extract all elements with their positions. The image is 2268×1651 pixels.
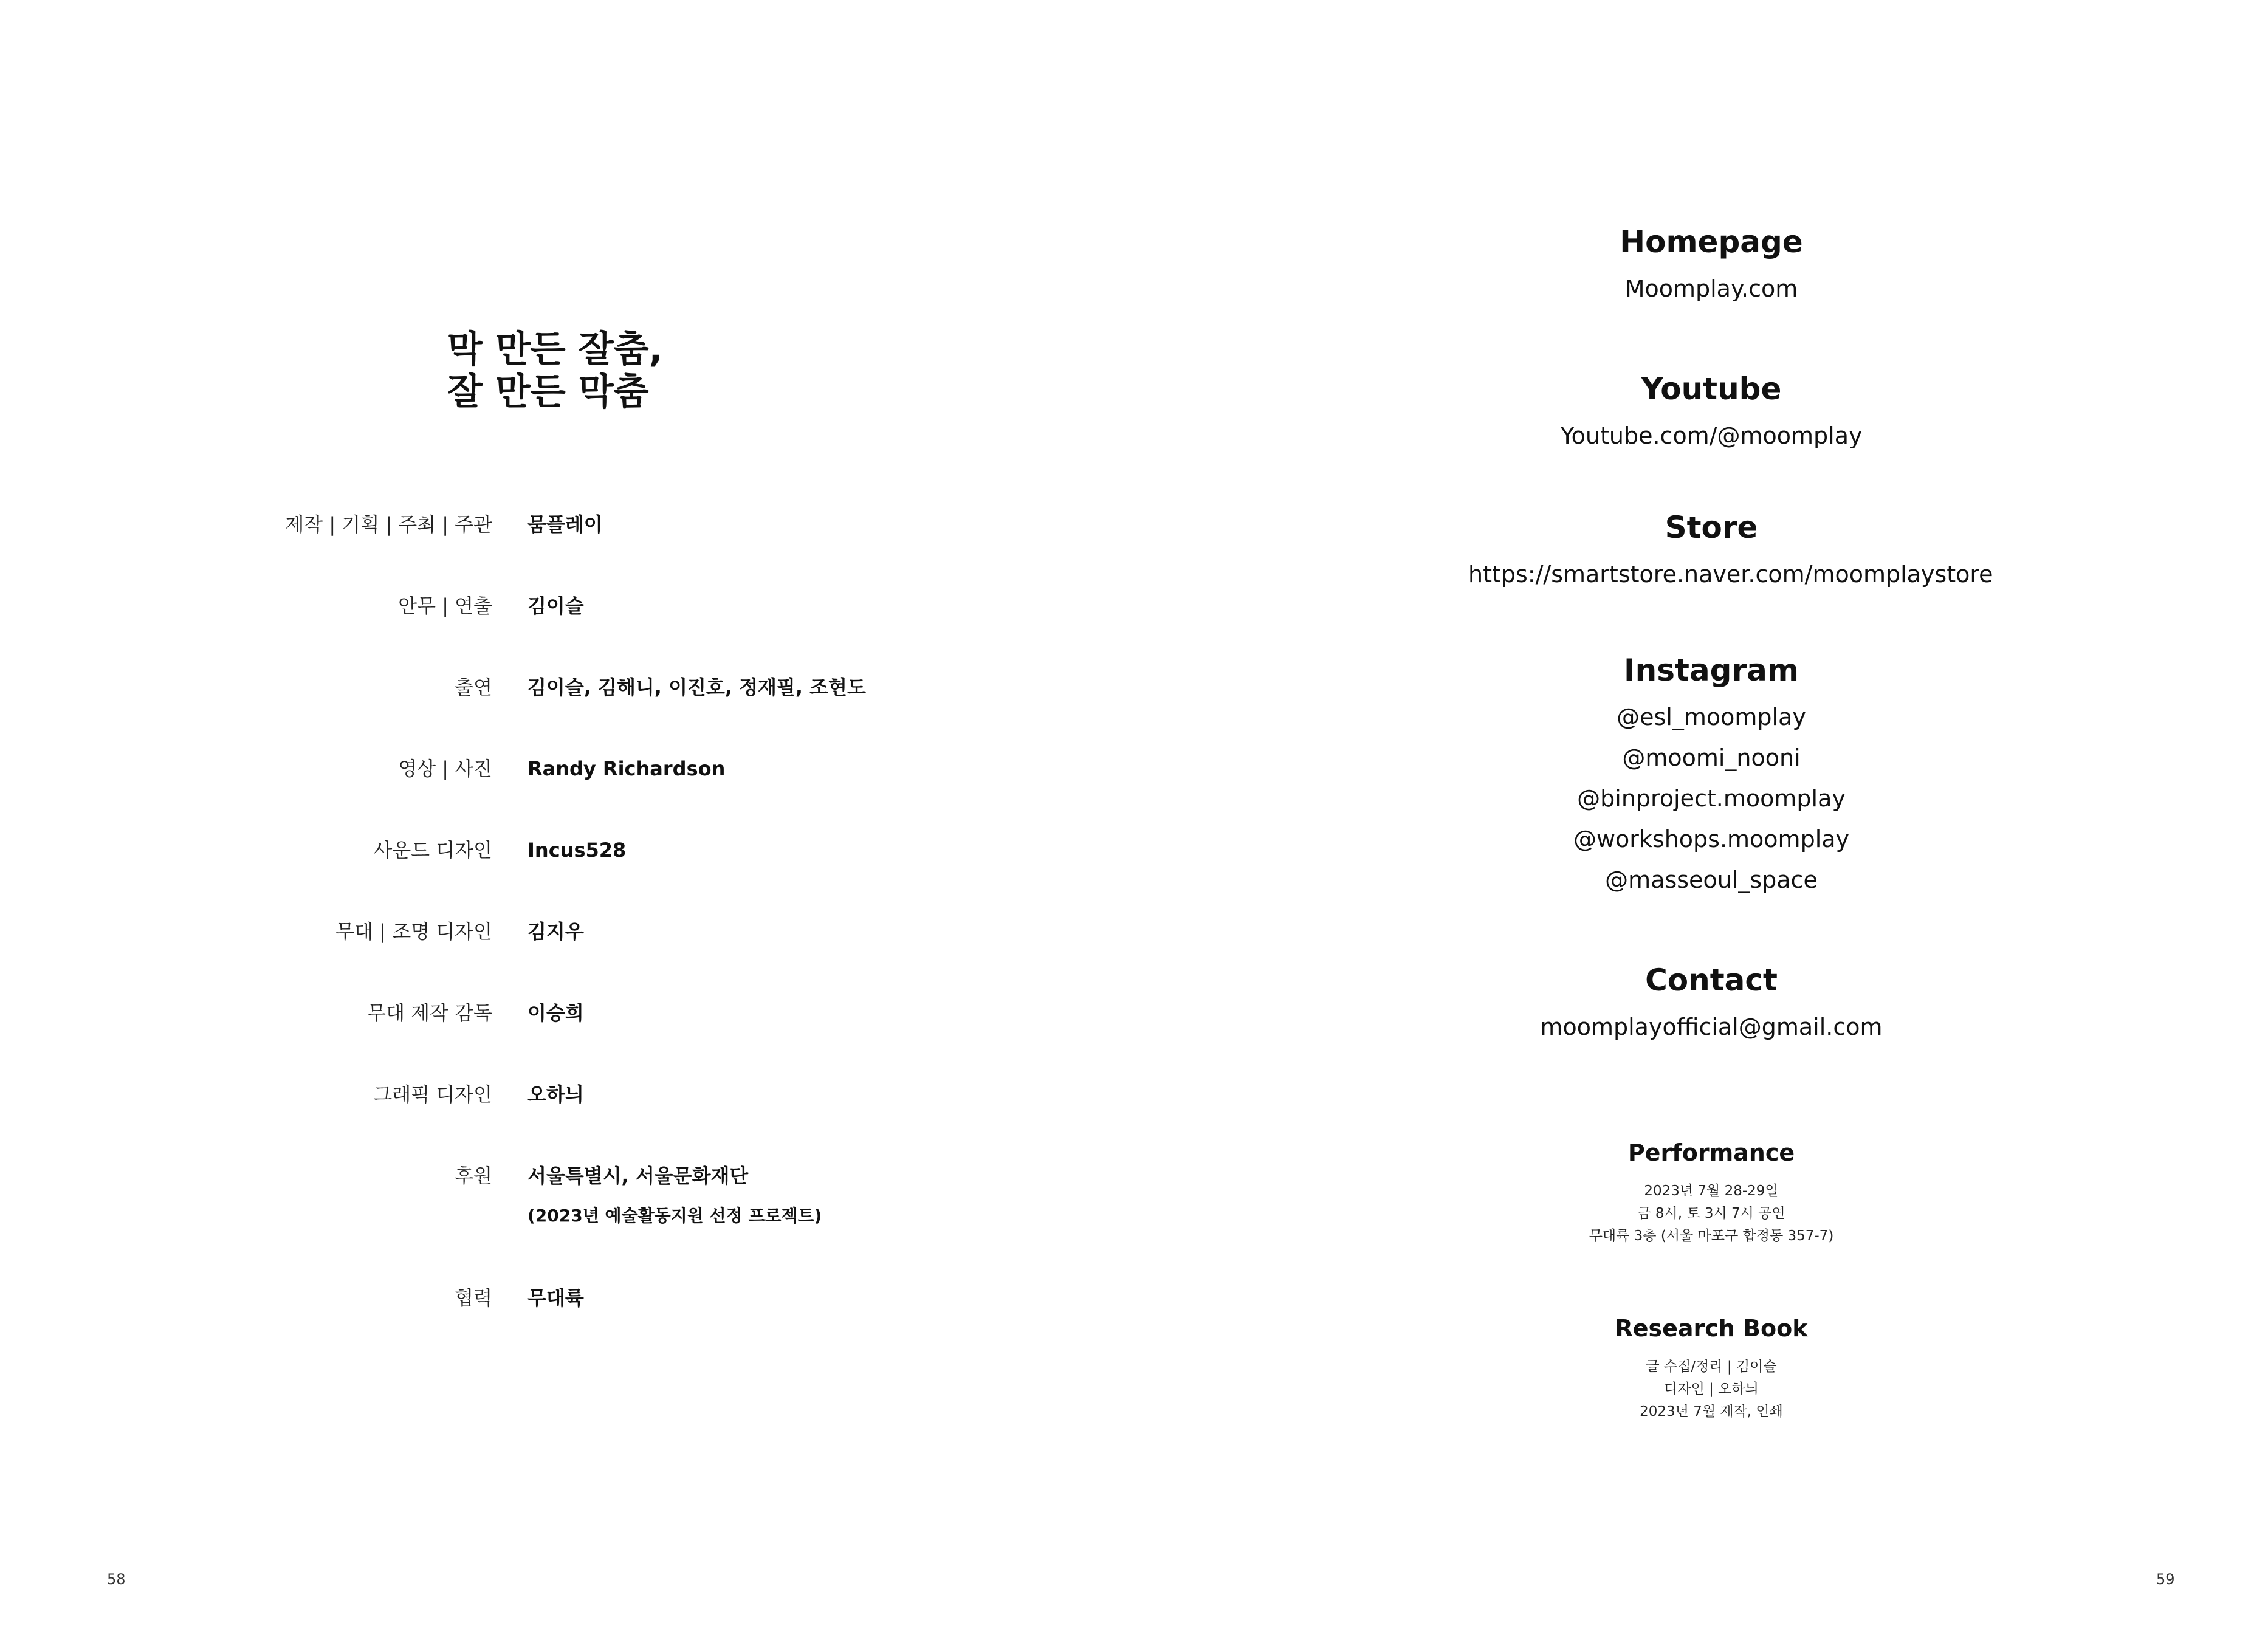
instagram-handle[interactable]: @esl_moomplay (1617, 704, 1806, 730)
credit-role: 후원 (455, 1164, 492, 1187)
homepage-heading: Homepage (1620, 224, 1803, 259)
contact-section (1468, 962, 1954, 1048)
contact-heading: Contact (1645, 963, 1778, 998)
research-book-section (1468, 1314, 1954, 1423)
instagram-handle[interactable]: @moomi_nooni (1622, 744, 1801, 771)
credit-name: 김이슬 (527, 594, 584, 617)
instagram-handle[interactable]: @workshops.moomplay (1573, 826, 1850, 853)
credit-role: 협력 (455, 1286, 492, 1309)
credit-role: 무대 제작 감독 (367, 1001, 492, 1025)
youtube-section (1468, 371, 1954, 456)
youtube-heading: Youtube (1641, 371, 1782, 407)
credit-role: 제작 | 기획 | 주최 | 주관 (285, 513, 492, 536)
research-book-designer: 디자인 | 오하늬 (1664, 1381, 1759, 1397)
credit-name: 뭄플레이 (527, 513, 603, 536)
right-page (1134, 0, 2268, 1651)
info-column (1468, 0, 1993, 1651)
store-heading: Store (1665, 510, 1758, 545)
store-section (1468, 509, 1993, 595)
credit-name: 오하늬 (527, 1083, 584, 1106)
performance-date: 2023년 7월 28-29일 (1644, 1183, 1779, 1199)
credit-name: 이승희 (527, 1001, 584, 1025)
credit-name: 김지우 (527, 920, 584, 943)
store-link[interactable]: https://smartstore.naver.com/moomplaystore (1468, 561, 1993, 588)
instagram-section (1468, 652, 1954, 901)
research-book-heading: Research Book (1615, 1315, 1808, 1342)
performance-times: 금 8시, 토 3시 7시 공연 (1637, 1206, 1785, 1221)
credit-name: Incus528 (527, 839, 627, 862)
credit-role: 영상 | 사진 (398, 757, 492, 780)
instagram-heading: Instagram (1624, 653, 1799, 688)
credit-note: (2023년 예술활동지원 선정 프로젝트) (527, 1206, 822, 1226)
page-number-right: 59 (2156, 1571, 2175, 1588)
contact-email[interactable]: moomplayofficial@gmail.com (1540, 1014, 1883, 1040)
credit-name: Randy Richardson (527, 757, 726, 780)
youtube-link[interactable]: Youtube.com/@moomplay (1560, 422, 1863, 449)
credit-role: 사운드 디자인 (373, 839, 492, 862)
credit-name: 무대륙 (527, 1286, 584, 1309)
title-line-2: 잘 만든 막춤 (447, 371, 649, 413)
performance-section (1468, 1139, 1954, 1248)
title-line-1: 막 만든 잘춤, (447, 328, 663, 371)
research-book-writer: 글 수집/정리 | 김이슬 (1646, 1359, 1777, 1375)
credit-role: 출연 (455, 676, 492, 699)
homepage-link[interactable]: Moomplay.com (1624, 275, 1798, 302)
credit-name: 김이슬, 김해니, 이진호, 정재필, 조현도 (527, 676, 866, 699)
credit-role: 무대 | 조명 디자인 (335, 920, 492, 943)
credit-role: 안무 | 연출 (398, 594, 492, 617)
credit-name: 서울특별시, 서울문화재단 (527, 1164, 749, 1187)
page-number-left: 58 (107, 1571, 126, 1588)
instagram-handle[interactable]: @binproject.moomplay (1577, 785, 1846, 812)
performance-venue: 무대륙 3층 (서울 마포구 합정동 357-7) (1589, 1228, 1834, 1244)
instagram-handle[interactable]: @masseoul_space (1605, 867, 1818, 893)
credit-role: 그래픽 디자인 (373, 1083, 492, 1106)
research-book-production: 2023년 7월 제작, 인쇄 (1640, 1404, 1783, 1419)
homepage-section (1468, 224, 1954, 309)
performance-heading: Performance (1627, 1139, 1795, 1166)
